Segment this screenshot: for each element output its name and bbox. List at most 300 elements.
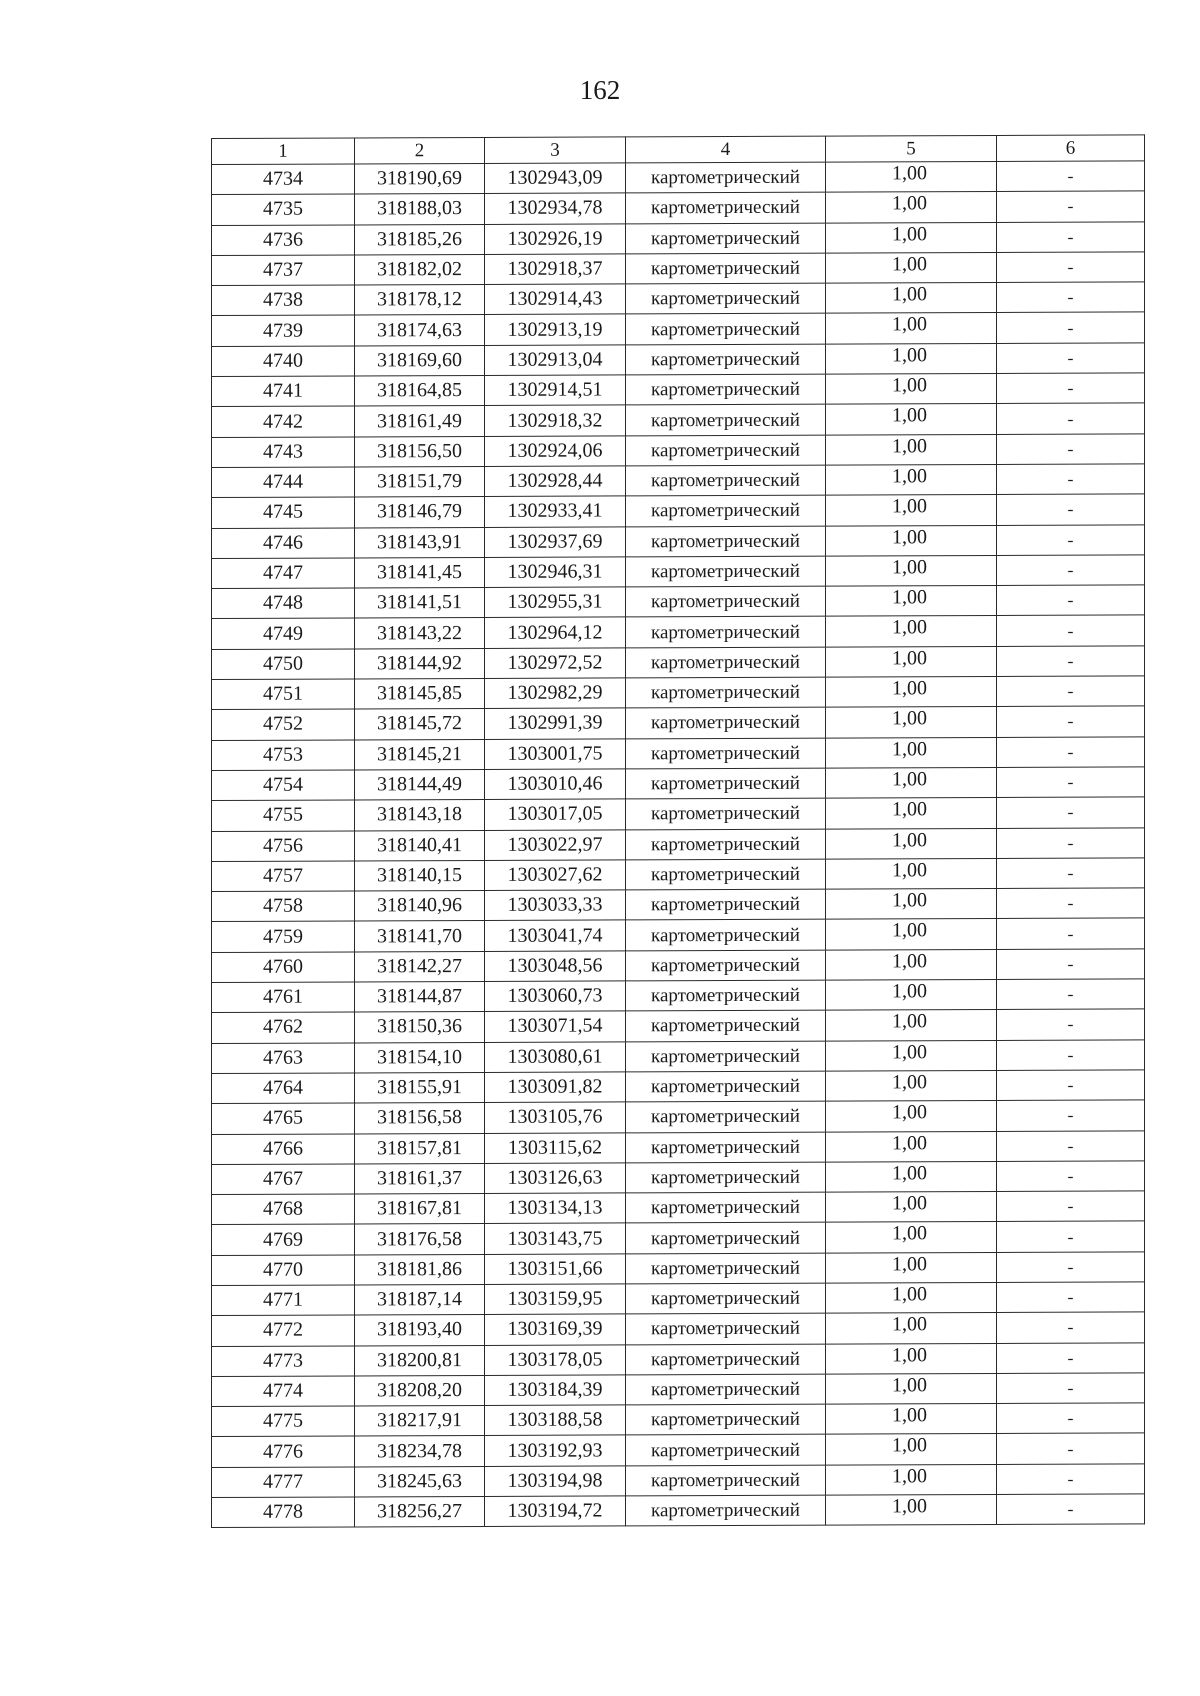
table-cell-col-1: 4767 [212, 1164, 355, 1195]
table-cell-col-2: 318161,37 [355, 1163, 485, 1194]
table-cell-col-1: 4766 [212, 1133, 355, 1164]
table-cell-col-5: 1,00 [826, 1101, 997, 1132]
table-cell-col-5: 1,00 [826, 1404, 997, 1435]
table-row [212, 858, 1145, 892]
table-cell-col-1: 4771 [212, 1285, 355, 1316]
table-cell-col-4: картометрический [626, 738, 826, 769]
table-cell-col-6: - [997, 646, 1145, 677]
table-cell-col-2: 318151,79 [355, 466, 485, 497]
table-cell-col-6: - [997, 676, 1145, 707]
coordinates-table [211, 134, 1145, 1528]
table-row [212, 1191, 1145, 1225]
table-cell-col-1: 4754 [212, 770, 355, 801]
table-cell-col-3: 1303192,93 [485, 1435, 626, 1466]
table-cell-col-3: 1302937,69 [485, 526, 626, 557]
table-cell-col-4: картометрический [626, 526, 826, 557]
table-cell-col-1: 4770 [212, 1255, 355, 1286]
table-cell-col-3: 1303134,13 [485, 1193, 626, 1224]
table-cell-col-2: 318161,49 [355, 406, 485, 437]
table-row [212, 343, 1145, 377]
table-cell-col-6: - [997, 1070, 1145, 1101]
table-cell-col-4: картометрический [626, 405, 826, 436]
table-cell-col-5: 1,00 [826, 949, 997, 980]
table-cell-col-1: 4776 [212, 1436, 355, 1467]
table-cell-col-1: 4752 [212, 709, 355, 740]
table-cell-col-2: 318190,69 [355, 163, 485, 194]
table-cell-col-2: 318144,92 [355, 648, 485, 679]
table-cell-col-2: 318154,10 [355, 1042, 485, 1073]
table-cell-col-5: 1,00 [826, 828, 997, 859]
table-cell-col-1: 4743 [212, 437, 355, 468]
table-cell-col-3: 1303010,46 [485, 769, 626, 800]
table-cell-col-2: 318143,22 [355, 618, 485, 649]
table-cell-col-6: - [997, 1282, 1145, 1313]
table-cell-col-6: - [997, 1040, 1145, 1071]
table-cell-col-3: 1303169,39 [485, 1314, 626, 1345]
table-cell-col-5: 1,00 [826, 1131, 997, 1162]
table-row [212, 524, 1145, 558]
table-row [212, 252, 1145, 286]
table-cell-col-2: 318146,79 [355, 497, 485, 528]
table-cell-col-2: 318145,85 [355, 678, 485, 709]
table-cell-col-5: 1,00 [826, 979, 997, 1010]
table-cell-col-4: картометрический [626, 889, 826, 920]
table-row [212, 918, 1145, 952]
table-cell-col-3: 1302943,09 [485, 163, 626, 194]
table-row [212, 403, 1145, 437]
table-cell-col-6: - [997, 1433, 1145, 1464]
table-cell-col-5: 1,00 [826, 192, 997, 223]
table-cell-col-4: картометрический [626, 1041, 826, 1072]
table-cell-col-6: - [997, 312, 1145, 343]
table-row [212, 1373, 1145, 1407]
table-cell-col-1: 4746 [212, 528, 355, 559]
table-row [212, 1009, 1145, 1043]
table-cell-col-6: - [997, 918, 1145, 949]
table-cell-col-3: 1303178,05 [485, 1344, 626, 1375]
table-cell-col-1: 4773 [212, 1346, 355, 1377]
table-cell-col-1: 4759 [212, 921, 355, 952]
table-cell-col-3: 1303027,62 [485, 860, 626, 891]
table-cell-col-5: 1,00 [826, 404, 997, 435]
table-body [212, 161, 1145, 1528]
table-cell-col-5: 1,00 [826, 858, 997, 889]
table-cell-col-5: 1,00 [826, 1252, 997, 1283]
table-row [212, 1040, 1145, 1074]
table-row [212, 827, 1145, 861]
table-cell-col-1: 4772 [212, 1315, 355, 1346]
table-cell-col-2: 318141,45 [355, 557, 485, 588]
table-cell-col-4: картометрический [626, 1132, 826, 1163]
table-cell-col-1: 4745 [212, 497, 355, 528]
table-cell-col-1: 4739 [212, 315, 355, 346]
table-cell-col-5: 1,00 [826, 1495, 997, 1526]
table-cell-col-1: 4735 [212, 194, 355, 225]
table-cell-col-6: - [997, 282, 1145, 313]
table-cell-col-3: 1303105,76 [485, 1102, 626, 1133]
table-cell-col-4: картометрический [626, 1404, 826, 1435]
table-cell-col-6: - [997, 1009, 1145, 1040]
table-cell-col-1: 4756 [212, 830, 355, 861]
table-cell-col-5: 1,00 [826, 1070, 997, 1101]
table-row [212, 1464, 1145, 1498]
table-cell-col-1: 4765 [212, 1103, 355, 1134]
table-cell-col-5: 1,00 [826, 1343, 997, 1374]
table-cell-col-5: 1,00 [826, 555, 997, 586]
table-cell-col-6: - [997, 1191, 1145, 1222]
table-cell-col-4: картометрический [626, 859, 826, 890]
table-cell-col-5: 1,00 [826, 1464, 997, 1495]
table-row [212, 1312, 1145, 1346]
table-cell-col-2: 318181,86 [355, 1254, 485, 1285]
table-cell-col-2: 318217,91 [355, 1406, 485, 1437]
table-cell-col-2: 318208,20 [355, 1375, 485, 1406]
table-cell-col-1: 4751 [212, 679, 355, 710]
table-cell-col-1: 4764 [212, 1073, 355, 1104]
table-cell-col-1: 4760 [212, 952, 355, 983]
table-cell-col-3: 1303159,95 [485, 1284, 626, 1315]
table-cell-col-4: картометрический [626, 1010, 826, 1041]
table-cell-col-6: - [997, 1161, 1145, 1192]
table-cell-col-3: 1303080,61 [485, 1042, 626, 1073]
table-cell-col-2: 318144,49 [355, 769, 485, 800]
table-cell-col-1: 4755 [212, 800, 355, 831]
table-cell-col-2: 318144,87 [355, 981, 485, 1012]
table-cell-col-6: - [997, 1464, 1145, 1495]
table-row [212, 282, 1145, 316]
table-row [212, 706, 1145, 740]
table-cell-col-3: 1303017,05 [485, 799, 626, 830]
table-row [212, 464, 1145, 498]
table-cell-col-3: 1303194,98 [485, 1466, 626, 1497]
table-cell-col-5: 1,00 [826, 1313, 997, 1344]
table-cell-col-5: 1,00 [826, 464, 997, 495]
table-cell-col-6: - [997, 1373, 1145, 1404]
table-cell-col-2: 318143,18 [355, 800, 485, 831]
table-cell-col-2: 318245,63 [355, 1466, 485, 1497]
table-row [212, 767, 1145, 801]
table-cell-col-2: 318178,12 [355, 285, 485, 316]
table-cell-col-3: 1303184,39 [485, 1375, 626, 1406]
table-cell-col-6: - [997, 373, 1145, 404]
table-cell-col-1: 4778 [212, 1497, 355, 1528]
table-cell-col-4: картометрический [626, 586, 826, 617]
table-cell-col-4: картометрический [626, 768, 826, 799]
table-cell-col-6: - [997, 464, 1145, 495]
table-cell-col-1: 4769 [212, 1224, 355, 1255]
table-cell-col-2: 318141,51 [355, 588, 485, 619]
table-row [212, 373, 1145, 407]
table-cell-col-6: - [997, 403, 1145, 434]
table-cell-col-1: 4768 [212, 1194, 355, 1225]
table-header [212, 135, 1145, 165]
table-cell-col-2: 318174,63 [355, 315, 485, 346]
table-cell-col-2: 318256,27 [355, 1497, 485, 1528]
table-cell-col-4: картометрический [626, 435, 826, 466]
column-header-5: 5 [826, 135, 997, 162]
table-row [212, 191, 1145, 225]
table-row [212, 615, 1145, 649]
table-cell-col-1: 4734 [212, 164, 355, 195]
table-cell-col-4: картометрический [626, 1101, 826, 1132]
table-cell-col-2: 318156,58 [355, 1103, 485, 1134]
table-cell-col-1: 4748 [212, 588, 355, 619]
table-cell-col-6: - [997, 615, 1145, 646]
table-cell-col-5: 1,00 [826, 798, 997, 829]
table-cell-col-5: 1,00 [826, 1192, 997, 1223]
table-cell-col-4: картометрический [626, 374, 826, 405]
table-cell-col-4: картометрический [626, 1465, 826, 1496]
table-cell-col-5: 1,00 [826, 525, 997, 556]
table-row [212, 949, 1145, 983]
table-cell-col-2: 318157,81 [355, 1133, 485, 1164]
table-cell-col-5: 1,00 [826, 313, 997, 344]
table-cell-col-5: 1,00 [826, 646, 997, 677]
table-row [212, 1252, 1145, 1286]
table-cell-col-6: - [997, 555, 1145, 586]
table-cell-col-4: картометрический [626, 1162, 826, 1193]
table-cell-col-3: 1302918,37 [485, 254, 626, 285]
table-cell-col-4: картометрический [626, 495, 826, 526]
table-cell-col-5: 1,00 [826, 1010, 997, 1041]
table-cell-col-2: 318185,26 [355, 224, 485, 255]
table-cell-col-4: картометрический [626, 798, 826, 829]
column-header-1: 1 [212, 138, 355, 165]
table-cell-col-4: картометрический [626, 1344, 826, 1375]
table-cell-col-6: - [997, 1130, 1145, 1161]
table-row [212, 494, 1145, 528]
table-cell-col-4: картометрический [626, 677, 826, 708]
table-cell-col-6: - [997, 949, 1145, 980]
column-header-4: 4 [626, 136, 826, 163]
table-cell-col-2: 318182,02 [355, 254, 485, 285]
table-cell-col-1: 4736 [212, 225, 355, 256]
table-cell-col-5: 1,00 [826, 616, 997, 647]
table-cell-col-3: 1302964,12 [485, 617, 626, 648]
table-cell-col-5: 1,00 [826, 1222, 997, 1253]
table-cell-col-6: - [997, 1221, 1145, 1252]
table-cell-col-1: 4774 [212, 1376, 355, 1407]
table-row [212, 1494, 1145, 1528]
table-cell-col-3: 1303001,75 [485, 739, 626, 770]
table-cell-col-4: картометрический [626, 314, 826, 345]
table-cell-col-1: 4761 [212, 982, 355, 1013]
table-cell-col-5: 1,00 [826, 495, 997, 526]
table-cell-col-1: 4763 [212, 1043, 355, 1074]
table-cell-col-5: 1,00 [826, 919, 997, 950]
table-cell-col-2: 318150,36 [355, 1012, 485, 1043]
table-row [212, 979, 1145, 1013]
table-cell-col-4: картометрический [626, 617, 826, 648]
table-cell-col-5: 1,00 [826, 434, 997, 465]
table-cell-col-3: 1303041,74 [485, 920, 626, 951]
table-cell-col-1: 4777 [212, 1467, 355, 1498]
table-cell-col-3: 1302928,44 [485, 466, 626, 497]
table-cell-col-3: 1303033,33 [485, 890, 626, 921]
table-cell-col-1: 4741 [212, 376, 355, 407]
table-cell-col-2: 318140,41 [355, 830, 485, 861]
table-cell-col-2: 318142,27 [355, 951, 485, 982]
table-row [212, 797, 1145, 831]
table-cell-col-6: - [997, 797, 1145, 828]
table-cell-col-4: картометрический [626, 647, 826, 678]
table-cell-col-2: 318141,70 [355, 921, 485, 952]
table-cell-col-4: картометрический [626, 1374, 826, 1405]
table-cell-col-5: 1,00 [826, 1040, 997, 1071]
table-row [212, 1282, 1145, 1316]
table-cell-col-6: - [997, 1342, 1145, 1373]
table-cell-col-6: - [997, 161, 1145, 192]
table-cell-col-1: 4757 [212, 861, 355, 892]
table-cell-col-3: 1302914,43 [485, 284, 626, 315]
table-row [212, 555, 1145, 589]
table-cell-col-4: картометрический [626, 1253, 826, 1284]
table-cell-col-1: 4775 [212, 1406, 355, 1437]
table-cell-col-3: 1302918,32 [485, 405, 626, 436]
table-cell-col-6: - [997, 1252, 1145, 1283]
table-row [212, 646, 1145, 680]
table-cell-col-3: 1302972,52 [485, 648, 626, 679]
table-cell-col-6: - [997, 222, 1145, 253]
table-cell-col-5: 1,00 [826, 374, 997, 405]
table-cell-col-3: 1303060,73 [485, 981, 626, 1012]
table-cell-col-5: 1,00 [826, 343, 997, 374]
table-cell-col-6: - [997, 524, 1145, 555]
table-cell-col-4: картометрический [626, 707, 826, 738]
table-cell-col-3: 1303126,63 [485, 1163, 626, 1194]
table-row [212, 161, 1145, 195]
table-cell-col-5: 1,00 [826, 1161, 997, 1192]
table-cell-col-1: 4750 [212, 649, 355, 680]
table-cell-col-4: картометрический [626, 829, 826, 860]
table-cell-col-4: картометрический [626, 950, 826, 981]
table-cell-col-2: 318145,21 [355, 739, 485, 770]
table-cell-col-2: 318164,85 [355, 376, 485, 407]
table-cell-col-4: картометрический [626, 1223, 826, 1254]
table-row [212, 312, 1145, 346]
table-row [212, 1403, 1145, 1437]
table-cell-col-3: 1302955,31 [485, 587, 626, 618]
table-cell-col-3: 1302991,39 [485, 708, 626, 739]
table-cell-col-5: 1,00 [826, 1434, 997, 1465]
table-cell-col-3: 1303048,56 [485, 951, 626, 982]
table-cell-col-1: 4749 [212, 618, 355, 649]
table-cell-col-6: - [997, 1494, 1145, 1525]
table-cell-col-3: 1302924,06 [485, 436, 626, 467]
table-row [212, 434, 1145, 468]
table-cell-col-5: 1,00 [826, 252, 997, 283]
table-cell-col-2: 318193,40 [355, 1315, 485, 1346]
table-cell-col-5: 1,00 [826, 1373, 997, 1404]
table-cell-col-2: 318140,96 [355, 891, 485, 922]
table-cell-col-1: 4753 [212, 740, 355, 771]
table-cell-col-3: 1303188,58 [485, 1405, 626, 1436]
table-row [212, 1433, 1145, 1467]
table-row [212, 1161, 1145, 1195]
table-cell-col-1: 4744 [212, 467, 355, 498]
table-cell-col-1: 4742 [212, 406, 355, 437]
table-cell-col-6: - [997, 706, 1145, 737]
table-cell-col-4: картометрический [626, 283, 826, 314]
header-row [212, 135, 1145, 165]
column-header-2: 2 [355, 137, 485, 163]
table-cell-col-4: картометрический [626, 1071, 826, 1102]
table-cell-col-6: - [997, 434, 1145, 465]
table-cell-col-3: 1303194,72 [485, 1496, 626, 1527]
table-cell-col-6: - [997, 585, 1145, 616]
column-header-6: 6 [997, 135, 1145, 162]
table-cell-col-5: 1,00 [826, 677, 997, 708]
table-cell-col-1: 4762 [212, 1012, 355, 1043]
table-cell-col-4: картометрический [626, 223, 826, 254]
table-cell-col-4: картометрический [626, 192, 826, 223]
table-cell-col-6: - [997, 1312, 1145, 1343]
table-cell-col-6: - [997, 737, 1145, 768]
table-cell-col-2: 318156,50 [355, 436, 485, 467]
table-row [212, 1130, 1145, 1164]
table-cell-col-5: 1,00 [826, 737, 997, 768]
table-cell-col-1: 4738 [212, 285, 355, 316]
table-cell-col-5: 1,00 [826, 767, 997, 798]
table-cell-col-3: 1303022,97 [485, 829, 626, 860]
table-cell-col-3: 1303071,54 [485, 1011, 626, 1042]
table-cell-col-1: 4740 [212, 346, 355, 377]
table-row [212, 1221, 1145, 1255]
table-cell-col-6: - [997, 1403, 1145, 1434]
column-header-3: 3 [485, 137, 626, 164]
table-cell-col-3: 1303115,62 [485, 1132, 626, 1163]
table-cell-col-4: картометрический [626, 1435, 826, 1466]
table-cell-col-4: картометрический [626, 1313, 826, 1344]
table-cell-col-6: - [997, 858, 1145, 889]
table-cell-col-6: - [997, 767, 1145, 798]
table-cell-col-4: картометрический [626, 253, 826, 284]
table-cell-col-4: картометрический [626, 920, 826, 951]
table-row [212, 1100, 1145, 1134]
table-cell-col-5: 1,00 [826, 161, 997, 192]
table-cell-col-5: 1,00 [826, 1282, 997, 1313]
table-cell-col-5: 1,00 [826, 586, 997, 617]
table-cell-col-2: 318140,15 [355, 860, 485, 891]
table-cell-col-2: 318155,91 [355, 1072, 485, 1103]
table-cell-col-2: 318145,72 [355, 709, 485, 740]
table-cell-col-6: - [997, 343, 1145, 374]
table-cell-col-2: 318143,91 [355, 527, 485, 558]
table-cell-col-3: 1302933,41 [485, 496, 626, 527]
table-cell-col-3: 1302946,31 [485, 557, 626, 588]
table-cell-col-3: 1303151,66 [485, 1254, 626, 1285]
table-cell-col-6: - [997, 191, 1145, 222]
table-cell-col-3: 1302913,04 [485, 345, 626, 376]
table-cell-col-3: 1303143,75 [485, 1223, 626, 1254]
table-cell-col-2: 318176,58 [355, 1224, 485, 1255]
table-cell-col-4: картометрический [626, 465, 826, 496]
page-number: 162 [579, 75, 621, 105]
table-cell-col-3: 1302982,29 [485, 678, 626, 709]
table-cell-col-1: 4737 [212, 255, 355, 286]
table-row [212, 1070, 1145, 1104]
table-cell-col-3: 1302913,19 [485, 314, 626, 345]
table-cell-col-5: 1,00 [826, 283, 997, 314]
table-cell-col-1: 4758 [212, 891, 355, 922]
table-cell-col-4: картометрический [626, 1495, 826, 1526]
table-cell-col-1: 4747 [212, 558, 355, 589]
table-cell-col-6: - [997, 494, 1145, 525]
table-cell-col-3: 1302926,19 [485, 224, 626, 255]
table-cell-col-2: 318188,03 [355, 194, 485, 225]
table-row [212, 222, 1145, 256]
table-cell-col-4: картометрический [626, 344, 826, 375]
